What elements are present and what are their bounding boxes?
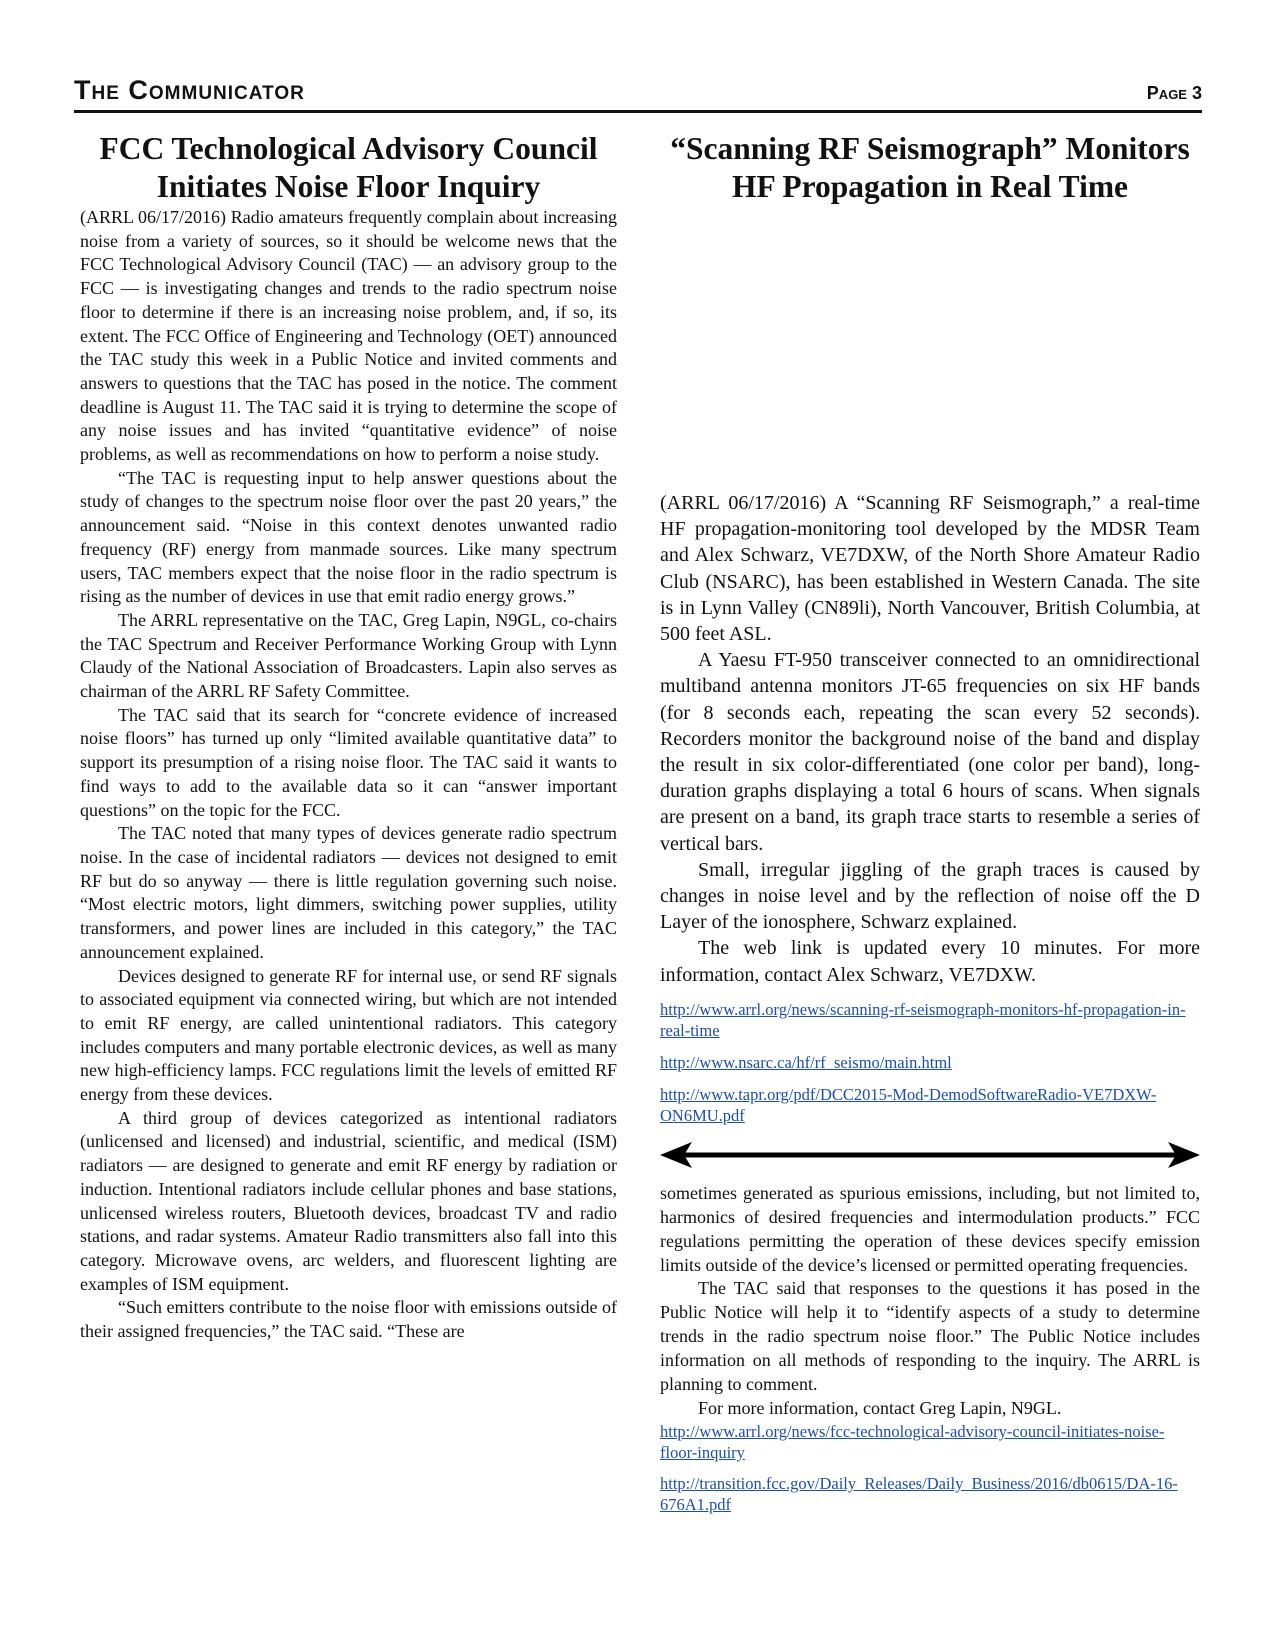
article1-title: FCC Technological Advisory Council Initiates Noise Floor Inquiry: [99, 131, 598, 204]
right-column: [660, 130, 1200, 1515]
article1-paragraph: The TAC noted that many types of devices generate radio spectrum noise. In the case of incidental radiators — devices not designed to emit RF but do so anyway — there is little regulation governing such noise. “Most electric motors, light dimmers, switching power supplies, utility transformers, and power lines are included in this category,” the TAC announcement explained.: [80, 823, 617, 962]
article1-link[interactable]: http://www.arrl.org/news/fcc-technological-advisory-council-initiates-noise-floor-inquiry: [660, 1421, 1165, 1462]
article2-link[interactable]: http://www.nsarc.ca/hf/rf_seismo/main.html: [660, 1052, 952, 1072]
page-number: Page 3: [1146, 83, 1202, 103]
article1-paragraph: The ARRL representative on the TAC, Greg Lapin, N9GL, co-chairs the TAC Spectrum and Receiver Performance Working Group with Lynn Claudy of the National Association of Broadcasters. Lapin also serves as chairman of the ARRL RF Safety Committee.: [80, 609, 617, 702]
double-arrow-divider-icon: [660, 1140, 1200, 1170]
article2-paragraph: Small, irregular jiggling of the graph traces is caused by changes in noise level and by the reflection of noise off the D Layer of the ionosphere, Schwarz explained.: [660, 858, 1200, 934]
article1-paragraph: (ARRL 06/17/2016) Radio amateurs frequently complain about increasing noise from a variety of sources, so it should be welcome news that the FCC Technological Advisory Council (TAC) — an advisory group to the FCC — is investigating changes and trends to the radio spectrum noise floor to determine if there is an increasing noise problem, and, if so, its extent. The FCC Office of Engineering and Technology (OET) announced the TAC study this week in a Public Notice and invited comments and answers to questions that the TAC has posed in the notice. The comment deadline is August 11. The TAC said it is trying to determine the scope of any noise issues and has invited “quantitative evidence” of noise problems, as well as recommendations on how to perform a noise study.: [80, 207, 617, 465]
article2-paragraph: (ARRL 06/17/2016) A “Scanning RF Seismograph,” a real-time HF propagation-monitoring tool developed by the MDSR Team and Alex Schwarz, VE7DXW, of the North Shore Amateur Radio Club (NSARC), has been established in Western Canada. The site is in Lynn Valley (CN89li), North Vancouver, British Columbia, at 500 feet ASL.: [660, 492, 1200, 646]
article1-continuation-paragraph: The TAC said that responses to the questions it has posed in the Public Notice will help it to “identify aspects of a study to determine trends in the radio spectrum noise floor.” The Public Notice includes information on all methods of responding to the inquiry. The ARRL is planning to comment.: [660, 1278, 1200, 1395]
article2-paragraph: A Yaesu FT-950 transceiver connected to an omnidirectional multiband antenna monitors JT-65 frequencies on six HF bands (for 8 seconds each, repeating the scan every 52 seconds). Recorders monitor the background noise of the band and display the result in six color-differentiated (one color per band), long-duration graphs displaying a total 6 hours of scans. When signals are present on a band, its graph trace starts to resemble a series of vertical bars.: [660, 649, 1200, 855]
article2-link[interactable]: http://www.arrl.org/news/scanning-rf-seismograph-monitors-hf-propagation-in-real-time: [660, 999, 1186, 1040]
article1-continuation-paragraph: For more information, contact Greg Lapin, N9GL.: [698, 1398, 1062, 1419]
image-placeholder: [660, 206, 1200, 490]
article1-link[interactable]: http://transition.fcc.gov/Daily_Releases/Daily_Business/2016/db0615/DA-16-676A1.pdf: [660, 1473, 1178, 1514]
article1-continuation-paragraph: sometimes generated as spurious emissions, including, but not limited to, harmonics of desired frequencies and intermodulation products.” FCC regulations permitting the operation of these devices specify emission limits outside of the device’s licensed or permitted operating frequencies.: [660, 1182, 1200, 1275]
article2-links: [660, 999, 1200, 1126]
article1-links: [660, 1421, 1200, 1515]
article2-paragraph: The web link is updated every 10 minutes. For more information, contact Alex Schwarz, VE7DXW.: [660, 937, 1200, 986]
masthead: [74, 74, 1202, 113]
article2-title: “Scanning RF Seismograph” Monitors HF Propagation in Real Time: [670, 131, 1190, 204]
article1-paragraph: Devices designed to generate RF for internal use, or send RF signals to associated equipment via connected wiring, but which are not intended to emit RF energy, are called unintentional radiators. This category includes computers and many portable electronic devices, as well as many new high-efficiency lamps. FCC regulations limit the levels of emitted RF energy from these devices.: [80, 965, 617, 1105]
article1-paragraph: “Such emitters contribute to the noise floor with emissions outside of their assigned frequencies,” the TAC said. “These are: [80, 1297, 617, 1342]
article1-paragraph: The TAC said that its search for “concrete evidence of increased noise floors” has turned up only “limited available quantitative data” to support its presumption of a rising noise floor. The TAC said it wants to find ways to add to the available data so it can “answer important questions” on the topic for the FCC.: [80, 704, 617, 820]
left-column: [80, 130, 617, 1344]
article1-paragraph: A third group of devices categorized as intentional radiators (unlicensed and licensed) and industrial, scientific, and medical (ISM) radiators — are designed to generate and emit RF energy by radiation or induction. Intentional radiators include cellular phones and base stations, unlicensed wireless routers, Bluetooth devices, broadcast TV and radio stations, and radar systems. Amateur Radio transmitters also fall into this category. Microwave ovens, arc welders, and fluorescent lighting are examples of ISM equipment.: [80, 1107, 617, 1294]
publication-title: The Communicator: [74, 75, 305, 105]
article1-paragraph: “The TAC is requesting input to help answer questions about the study of changes to the spectrum noise floor over the past 20 years,” the announcement said. “Noise in this context denotes unwanted radio frequency (RF) energy from manmade sources. Like many spectrum users, TAC members expect that the noise floor in the radio spectrum is rising as the number of devices in use that emit radio energy grows.”: [80, 467, 617, 607]
article2-link[interactable]: http://www.tapr.org/pdf/DCC2015-Mod-DemodSoftwareRadio-VE7DXW-ON6MU.pdf: [660, 1084, 1157, 1125]
